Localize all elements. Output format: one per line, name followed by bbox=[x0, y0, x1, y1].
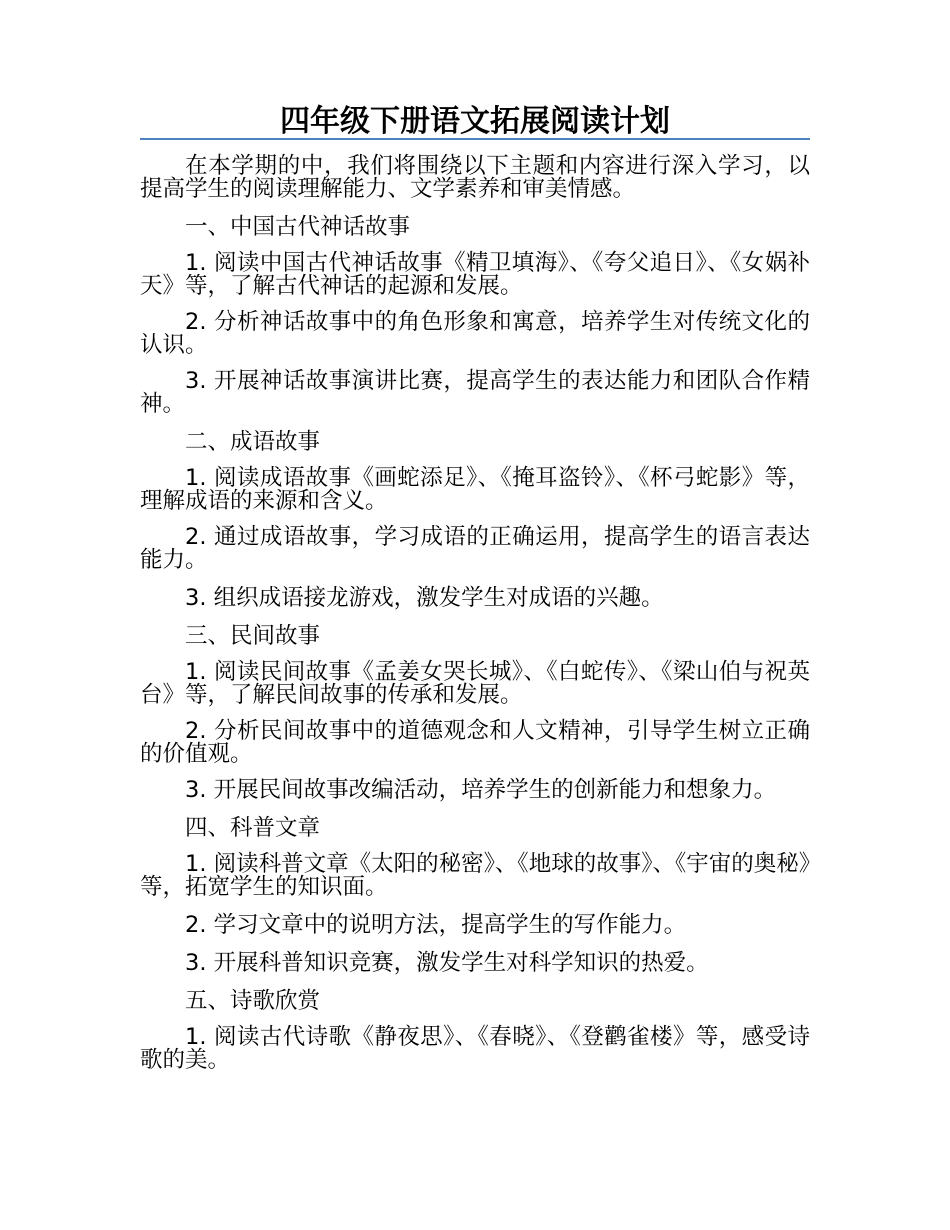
body-paragraph: 1. 阅读民间故事《孟姜女哭长城》、《白蛇传》、《梁山伯与祝英台》等，了解民间故事的传承和发展。 bbox=[140, 659, 810, 708]
body-paragraph: 1. 阅读成语故事《画蛇添足》、《掩耳盗铃》、《杯弓蛇影》等，理解成语的来源和含义。 bbox=[140, 465, 810, 514]
section-line: 2. 学习文章中的说明方法，提高学生的写作能力。 bbox=[185, 912, 687, 938]
body-paragraph: 3. 开展民间故事改编活动，培养学生的创新能力和想象力。 bbox=[185, 777, 777, 803]
section-line: 三、民间故事 bbox=[185, 623, 321, 649]
body-paragraph: 1. 阅读古代诗歌《静夜思》、《春晓》、《登鹳雀楼》等，感受诗歌的美。 bbox=[140, 1024, 810, 1073]
title-underline bbox=[140, 138, 810, 140]
body-paragraph: 1. 阅读中国古代神话故事《精卫填海》、《夸父追日》、《女娲补天》等，了解古代神话的起源和发展。 bbox=[140, 250, 810, 299]
document-body bbox=[140, 155, 810, 1085]
section-line: 四、科普文章 bbox=[185, 815, 321, 841]
body-paragraph: 1. 阅读科普文章《太阳的秘密》、《地球的故事》、《宇宙的奥秘》等，拓宽学生的知识面。 bbox=[140, 851, 810, 900]
section-line: 3. 组织成语接龙游戏，激发学生对成语的兴趣。 bbox=[185, 585, 664, 611]
document-title: 四年级下册语文拓展阅读计划 bbox=[280, 104, 670, 139]
section-line: 3. 开展科普知识竞赛，激发学生对科学知识的热爱。 bbox=[185, 950, 709, 976]
body-paragraph: 2. 通过成语故事，学习成语的正确运用，提高学生的语言表达能力。 bbox=[140, 524, 810, 573]
body-paragraph: 3. 开展神话故事演讲比赛，提高学生的表达能力和团队合作精神。 bbox=[140, 368, 810, 417]
body-paragraph: 2. 分析民间故事中的道德观念和人文精神，引导学生树立正确的价值观。 bbox=[140, 718, 810, 767]
section-line: 一、中国古代神话故事 bbox=[185, 214, 411, 240]
section-line: 二、成语故事 bbox=[185, 429, 321, 455]
section-line: 五、诗歌欣赏 bbox=[185, 988, 321, 1014]
body-paragraph: 在本学期的中，我们将围绕以下主题和内容进行深入学习，以提高学生的阅读理解能力、文学素养和审美情感。 bbox=[140, 153, 810, 202]
body-paragraph: 2. 分析神话故事中的角色形象和寓意，培养学生对传统文化的认识。 bbox=[140, 309, 810, 358]
